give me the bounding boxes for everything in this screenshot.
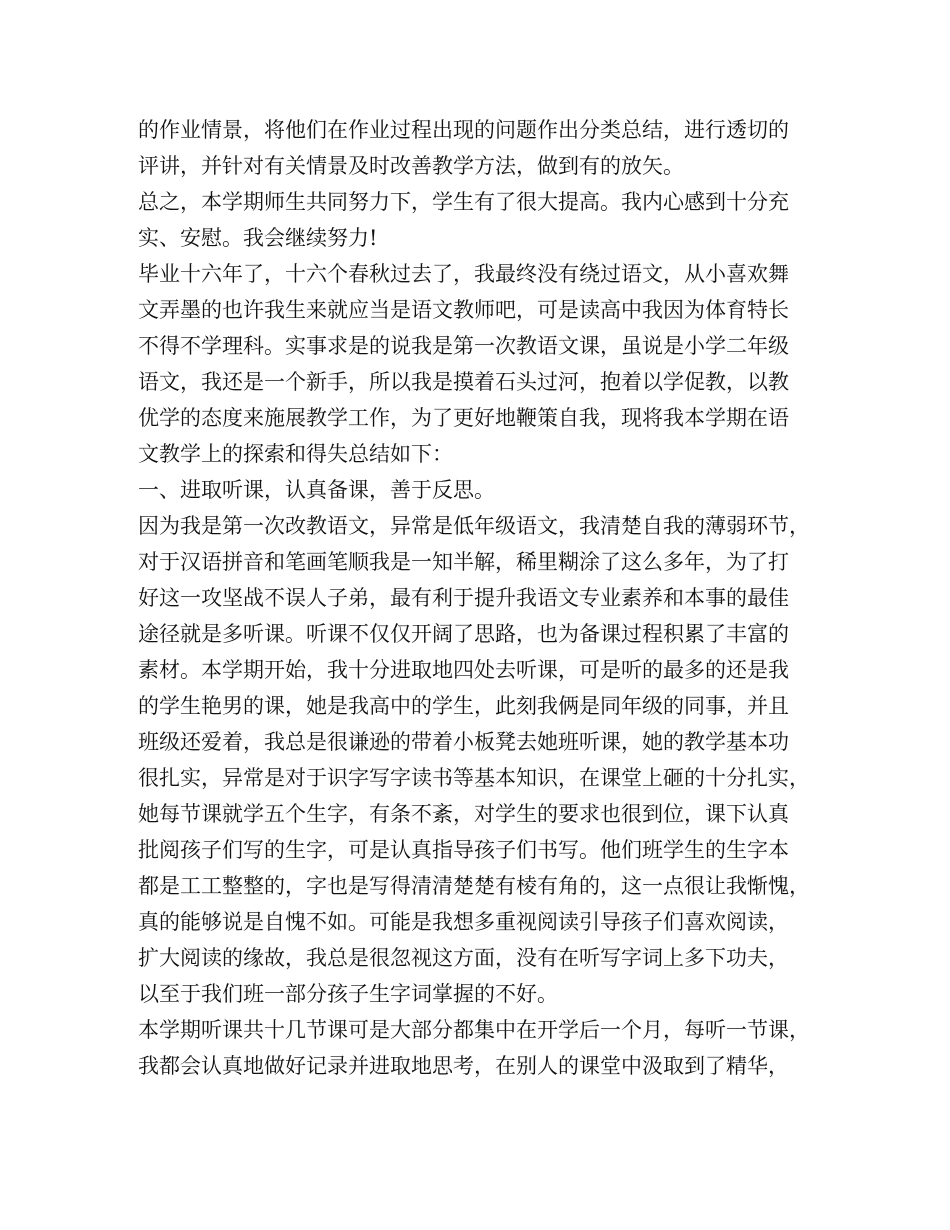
text-line: 扩大阅读的缘故，我总是很忽视这方面，没有在听写字词上多下功夫， xyxy=(138,946,789,970)
text-line: 途径就是多听课。听课不仅仅开阔了思路，也为备课过程积累了丰富的 xyxy=(138,622,789,646)
text-line: 真的能够说是自愧不如。可能是我想多重视阅读引导孩子们喜欢阅读， xyxy=(138,910,789,934)
text-line: 的学生艳男的课，她是我高中的学生，此刻我俩是同年级的同事，并且 xyxy=(138,694,789,718)
text-line: 都是工工整整的，字也是写得清清楚楚有棱有角的，这一点很让我惭愧， xyxy=(138,874,810,898)
text-line: 以至于我们班一部分孩子生字词掌握的不好。 xyxy=(138,982,558,1006)
text-line: 评讲，并针对有关情景及时改善教学方法，做到有的放矢。 xyxy=(138,154,684,178)
section-heading: 一、进取听课，认真备课，善于反思。 xyxy=(138,478,495,502)
text-line: 素材。本学期开始，我十分进取地四处去听课，可是听的最多的还是我 xyxy=(138,658,789,682)
text-line: 班级还爱着，我总是很谦逊的带着小板凳去她班听课，她的教学基本功 xyxy=(138,730,789,754)
text-line: 实、安慰。我会继续努力! xyxy=(138,226,378,250)
text-line: 优学的态度来施展教学工作，为了更好地鞭策自我，现将我本学期在语 xyxy=(138,406,789,430)
body-text xyxy=(138,112,818,1084)
text-line: 对于汉语拼音和笔画笔顺我是一知半解，稀里糊涂了这么多年，为了打 xyxy=(138,550,789,574)
text-line: 因为我是第一次改教语文，异常是低年级语文，我清楚自我的薄弱环节， xyxy=(138,514,810,538)
text-line: 的作业情景，将他们在作业过程出现的问题作出分类总结，进行透切的 xyxy=(138,118,789,142)
text-line: 她每节课就学五个生字，有条不紊，对学生的要求也很到位，课下认真 xyxy=(138,802,789,826)
text-line: 文教学上的探索和得失总结如下： xyxy=(138,442,453,466)
text-line: 总之，本学期师生共同努力下，学生有了很大提高。我内心感到十分充 xyxy=(138,190,789,214)
text-line: 文弄墨的也许我生来就应当是语文教师吧，可是读高中我因为体育特长 xyxy=(138,298,789,322)
text-line: 我都会认真地做好记录并进取地思考，在别人的课堂中汲取到了精华， xyxy=(138,1054,789,1078)
text-line: 语文，我还是一个新手，所以我是摸着石头过河，抱着以学促教，以教 xyxy=(138,370,789,394)
text-line: 很扎实，异常是对于识字写字读书等基本知识，在课堂上砸的十分扎实， xyxy=(138,766,810,790)
text-line: 毕业十六年了，十六个春秋过去了，我最终没有绕过语文，从小喜欢舞 xyxy=(138,262,789,286)
text-line: 本学期听课共十几节课可是大部分都集中在开学后一个月，每听一节课， xyxy=(138,1018,810,1042)
text-line: 不得不学理科。实事求是的说我是第一次教语文课，虽说是小学二年级 xyxy=(138,334,789,358)
text-line: 好这一攻坚战不误人子弟，最有利于提升我语文专业素养和本事的最佳 xyxy=(138,586,789,610)
text-line: 批阅孩子们写的生字，可是认真指导孩子们书写。他们班学生的生字本 xyxy=(138,838,789,862)
